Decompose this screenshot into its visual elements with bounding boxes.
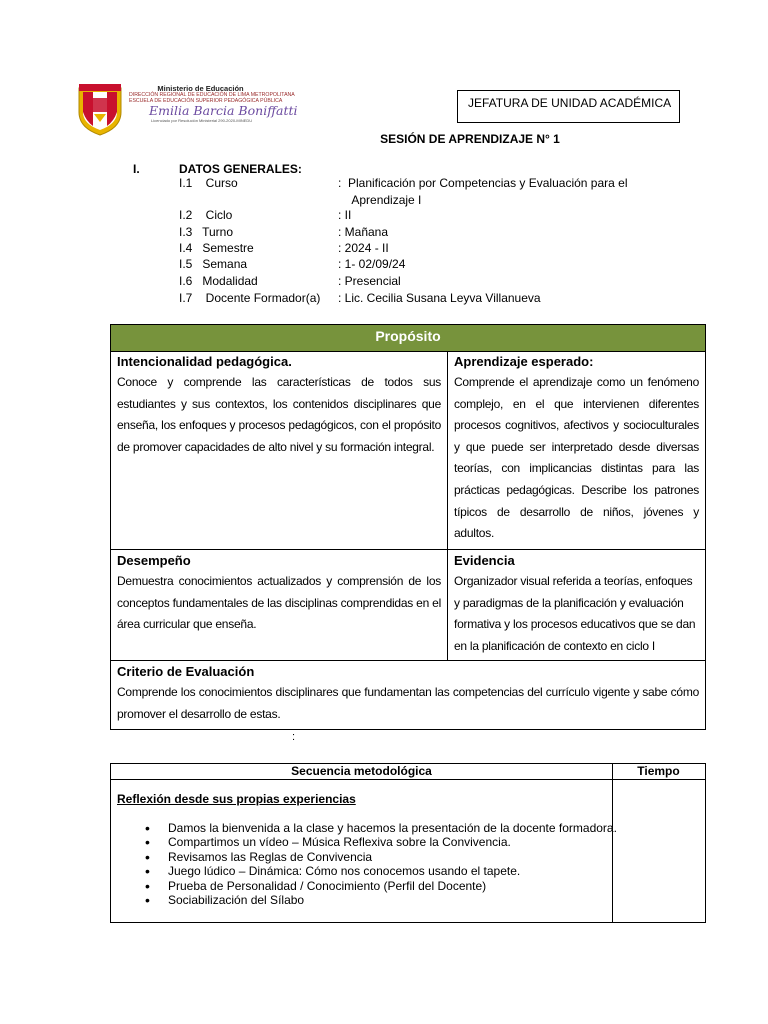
list-item: • Sociabilización del Sílabo (141, 893, 617, 907)
datos-label: I.6 Modalidad (179, 274, 258, 288)
logo-school-name-text: Emilia Barcia Boniffatti (149, 103, 298, 118)
secuencia-table (110, 763, 706, 923)
aprendizaje-title: Aprendizaje esperado: (454, 354, 594, 369)
datos-value: : 1- 02/09/24 (338, 257, 406, 271)
secuencia-header-row (111, 764, 705, 780)
datos-value: : Planificación por Competencias y Evaluación para el Aprendizaje I (338, 176, 628, 207)
criterio-title: Criterio de Evaluación (117, 664, 255, 679)
intencionalidad-text: Conoce y comprende las características de todos sus estudiantes y sus contextos, los contenidos disciplinares que enseña, los enfoques y procesos pedagógicos, con el propósito de promover capacidades de alto nivel y su formación integral. (117, 375, 441, 454)
stray-mark: : (292, 731, 296, 743)
aprendizaje-text: Comprende el aprendizaje como un fenómeno complejo, en el que intervienen diferentes procesos cognitivos, afectivos y socioculturales y que puede ser interpretado desde diversas teorías, con implicancias distintas para las prácticas pedagógicas. Describe los patrones típicos de desarrollo de niños, jóvenes y adultos. (454, 375, 699, 541)
evidencia-cell (448, 550, 705, 657)
list-item: • Compartimos un vídeo – Música Reflexiva sobre la Convivencia. (141, 835, 617, 849)
section-title: DATOS GENERALES: (179, 162, 302, 176)
session-title: SESIÓN DE APRENDIZAJE N° 1 (380, 132, 560, 146)
criterio-text: Comprende los conocimientos disciplinares que fundamentan las competencias del currículo vigente y sabe cómo promover el desarrollo de estas. (117, 685, 699, 721)
list-item: • Damos la bienvenida a la clase y hacemos la presentación de la docente formadora. (141, 821, 617, 835)
intencionalidad-title: Intencionalidad pedagógica. (117, 354, 292, 369)
institution-logo (77, 84, 298, 136)
logo-school-type-text: ESCUELA DE EDUCACIÓN SUPERIOR PEDAGÓGICA PÚBLICA (129, 98, 283, 104)
logo-resolution-text: Licenciado por Resolución Ministerial 290-2020-MINEDU (151, 118, 253, 123)
proposito-table (110, 324, 706, 730)
desempeno-cell (111, 550, 447, 636)
desempeno-text: Demuestra conocimientos actualizados y comprensión de los conceptos fundamentales de las disciplinas comprendidas en el área curricular que enseña. (117, 574, 441, 632)
section-number: I. (133, 162, 140, 176)
evidencia-title: Evidencia (454, 553, 515, 568)
jefatura-box: JEFATURA DE UNIDAD ACADÉMICA (457, 90, 680, 123)
datos-label: I.4 Semestre (179, 241, 254, 255)
logo-dre-text: DIRECCIÓN REGIONAL DE EDUCACIÓN DE LIMA METROPOLITANA (129, 92, 295, 98)
desempeno-title: Desempeño (117, 553, 191, 568)
logo-ministry-text: Ministerio de Educación (157, 84, 244, 93)
datos-label: I.2 Ciclo (179, 208, 233, 222)
datos-value: : Presencial (338, 274, 401, 288)
datos-value: : 2024 - II (338, 241, 389, 255)
datos-label: I.3 Turno (179, 225, 234, 239)
criterio-cell (111, 661, 705, 725)
reflexion-subtitle: Reflexión desde sus propias experiencias (117, 792, 356, 806)
proposito-header: Propósito (111, 325, 705, 352)
activity-list (141, 821, 617, 907)
school-crest-icon (77, 84, 123, 136)
datos-label: I.5 Semana (179, 257, 248, 271)
tiempo-column-header: Tiempo (637, 764, 680, 778)
list-item: • Prueba de Personalidad / Conocimiento (Perfil del Docente) (141, 879, 617, 893)
datos-label: I.1 Curso (179, 176, 238, 190)
evidencia-text: Organizador visual referida a teorías, enfoques y paradigmas de la planificación y evaluación formativa y los procesos educativos que se dan en la planificación de contexto en ciclo I (454, 574, 696, 653)
secuencia-column-header: Secuencia metodológica (291, 764, 432, 778)
datos-value: : II (338, 208, 352, 222)
list-item: • Revisamos las Reglas de Convivencia (141, 850, 617, 864)
datos-value: : Mañana (338, 225, 389, 239)
list-item: • Juego lúdico – Dinámica: Cómo nos conocemos usando el tapete. (141, 864, 617, 878)
datos-label: I.7 Docente Formador(a) (179, 291, 321, 305)
datos-value: : Lic. Cecilia Susana Leyva Villanueva (338, 291, 541, 305)
aprendizaje-cell (448, 351, 705, 545)
intencionalidad-cell (111, 351, 447, 458)
